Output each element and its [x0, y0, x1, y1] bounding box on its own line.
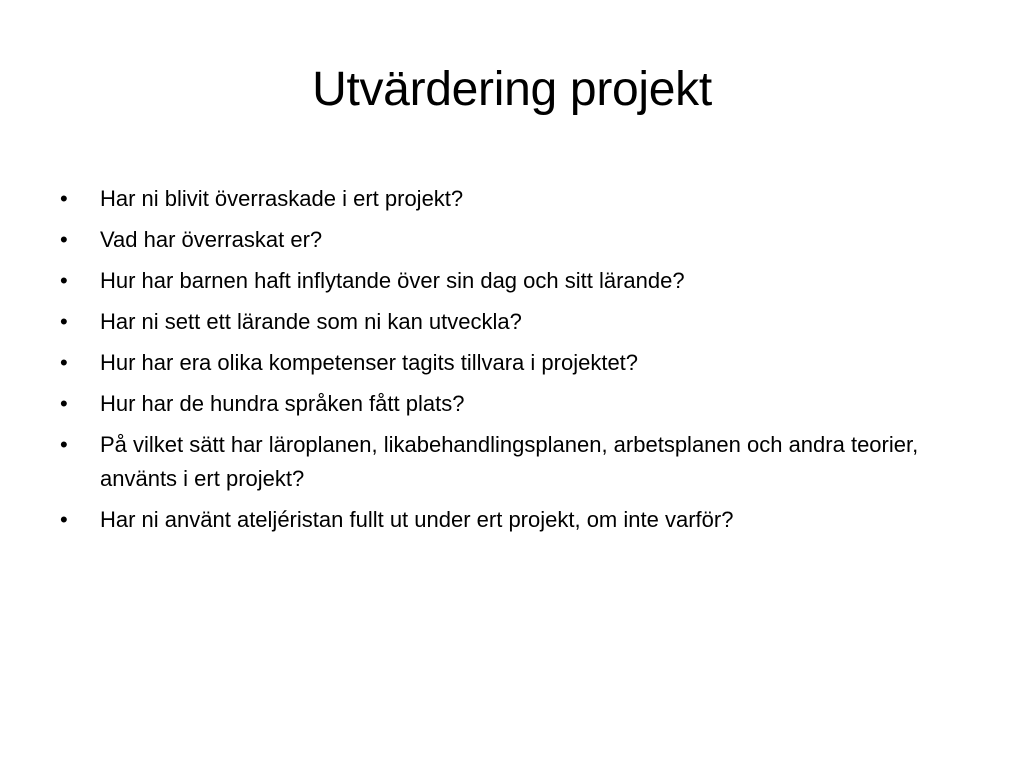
bullet-text: Har ni sett ett lärande som ni kan utveckla?: [100, 309, 522, 334]
list-item: [60, 428, 960, 496]
bullet-text: Hur har era olika kompetenser tagits tillvara i projektet?: [100, 350, 639, 375]
bullet-icon: •: [60, 391, 68, 416]
list-item: [60, 182, 960, 216]
bullet-icon: •: [60, 309, 68, 334]
bullet-icon: •: [60, 432, 68, 457]
bullet-icon: •: [60, 186, 68, 211]
bullet-icon: •: [60, 507, 68, 532]
bullet-text: På vilket sätt har läroplanen, likabehandlingsplanen, arbetsplanen och andra teorier, använts i ert projekt?: [100, 432, 919, 491]
bullet-icon: •: [60, 350, 68, 375]
bullet-list: [60, 182, 960, 544]
slide-title: Utvärdering projekt: [312, 63, 712, 116]
list-item: [60, 503, 960, 537]
bullet-text: Vad har överraskat er?: [100, 227, 323, 252]
bullet-text: Har ni blivit överraskade i ert projekt?: [100, 186, 464, 211]
list-item: [60, 346, 960, 380]
bullet-text: Har ni använt ateljéristan fullt ut under ert projekt, om inte varför?: [100, 507, 734, 532]
bullet-icon: •: [60, 227, 68, 252]
bullet-text: Hur har barnen haft inflytande över sin dag och sitt lärande?: [100, 268, 685, 293]
list-item: [60, 264, 960, 298]
list-item: [60, 387, 960, 421]
list-item: [60, 305, 960, 339]
list-item: [60, 223, 960, 257]
bullet-text: Hur har de hundra språken fått plats?: [100, 391, 465, 416]
bullet-icon: •: [60, 268, 68, 293]
